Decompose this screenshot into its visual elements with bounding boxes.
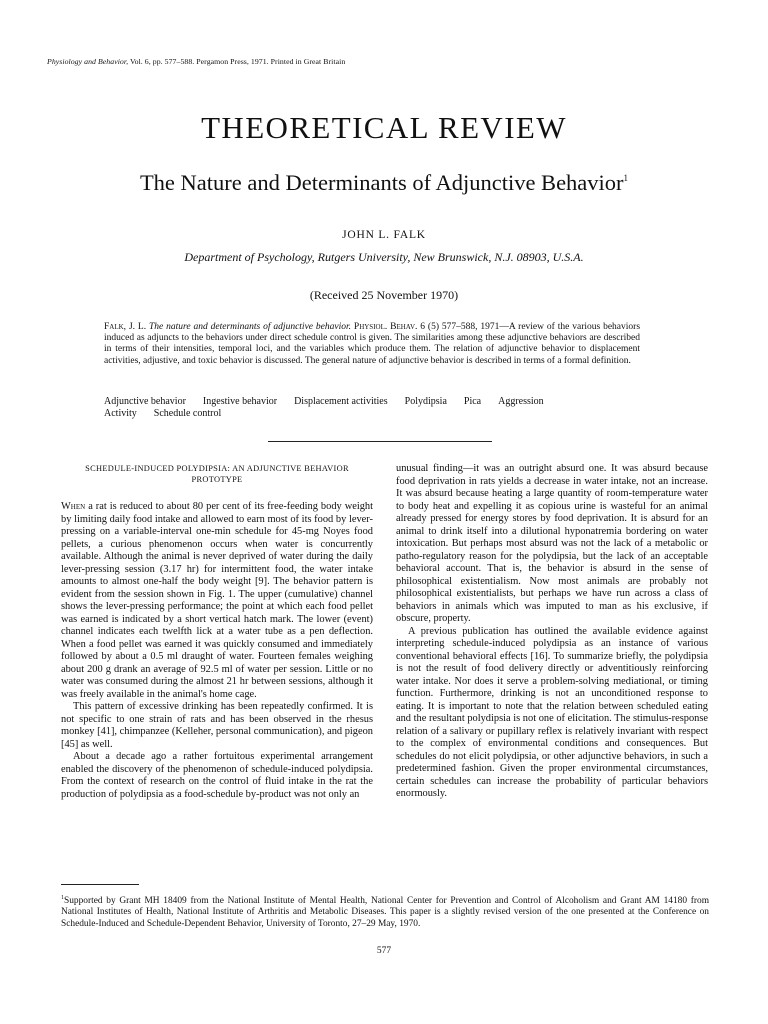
keyword: Adjunctive behavior	[104, 396, 186, 407]
journal-citation-line	[47, 57, 345, 66]
footnote-divider	[61, 884, 139, 885]
abstract-text: 6 (5) 577–588, 1971—A review of the various behaviors induced as adjuncts to the behaviors under direct schedule control is given. The similarities among these adjunctive behaviors are described in terms of their intensities, temporal loci, and the variables which produce them. The relation of adjunctive behavior to displacement activities, adjustive, and toxic behavior is discussed. The general nature of adjunctive behavior is described in terms of a formal definition.	[104, 322, 641, 366]
footnote-text: Supported by Grant MH 18409 from the National Institute of Mental Health, National Center for Prevention and Control of Alcoholism and Grant AM 14180 from National Institutes of Health, National Institute of Arthritis and Metabolic Diseases. This paper is a slightly revised version of the one presented at the Conference on Schedule-Induced and Schedule-Dependent Behavior, University of Toronto, 27–29 May, 1970.	[61, 896, 709, 929]
keyword: Activity	[104, 408, 137, 419]
title-footnote-mark: 1	[623, 173, 629, 183]
keyword: Displacement activities	[294, 396, 388, 407]
paragraph	[61, 501, 373, 701]
keyword: Schedule control	[153, 408, 222, 419]
footnote	[61, 893, 709, 930]
page-number: 577	[376, 946, 392, 956]
footnote-mark: 1	[61, 895, 64, 901]
received-date: (Received 25 November 1970)	[309, 288, 459, 302]
author-name: JOHN L. FALK	[342, 229, 426, 241]
keyword: Aggression	[498, 396, 544, 407]
article-title	[0, 170, 768, 196]
right-column	[396, 463, 708, 801]
paragraph-text: a rat is reduced to about 80 per cent of its free-feeding body weight by limiting daily food intake and allowed to earn most of its food by lever-pressing on a variable-interval one-min schedule for 45-mg Noyes food pellets, a curious phenomenon occurs when water is concurrently available. Although the animal is never deprived of water during the daily lever-pressing session (3.17 hr) for intermittent food, the water intake amounts to almost one-half the body weight [9]. The behavior pattern is evident from the session shown in Fig. 1. The upper (cumulative) channel shows the lever-pressing performance; the point at which each food pellet was earned is indicated by a short vertical hatch mark. The lower (event) channel indicates each twelfth lick at a water tube as a pen deflection. When a food pellet was earned it was quickly consumed and immediately followed by about a 0.5 ml draught of water. Fourteen females weighing about 200 g drank an average of 92.5 ml of water per session. Little or no water was consumed during the almost 21 hr between sessions, although it was freely available in the animal's home cage.	[61, 501, 373, 700]
paragraph: About a decade ago a rather fortuitous experimental arrangement enabled the discovery of the phenomenon of schedule-induced polydipsia. From the context of research on the control of fluid intake in the rat the production of polydipsia as a food-schedule by-product was not only an	[61, 751, 373, 800]
journal-details: Vol. 6, pp. 577–588. Pergamon Press, 1971. Printed in Great Britain	[128, 57, 346, 66]
paragraph-lead-word: When	[61, 501, 86, 512]
keyword: Pica	[463, 396, 482, 407]
article-title-text: The Nature and Determinants of Adjunctive Behavior	[139, 170, 624, 195]
paragraph: This pattern of excessive drinking has been repeatedly confirmed. It is not specific to one strain of rats and has been observed in the rhesus monkey [41], chimpanzee (Kelleher, personal communication), and pigeon [45] as well.	[61, 701, 373, 750]
journal-name: Physiology and Behavior,	[47, 57, 129, 66]
left-column	[61, 463, 373, 801]
section-divider	[268, 441, 492, 442]
author-affiliation: Department of Psychology, Rutgers University, New Brunswick, N.J. 08903, U.S.A.	[184, 250, 584, 264]
paragraph: A previous publication has outlined the available evidence against interpreting schedule-induced polydipsia as an instance of various conventional behavioral effects [16]. To summarize briefly, the polydipsia is not the result of food delivery directly or adventitiously reinforcing water intake. Nor does it serve a problem-solving mediational, or timing function. Furthermore, drinking is not an unconditioned response to eating. It is important to note that the relation between scheduled eating and the resultant polydipsia is not one of elicitation. The stimulus-response relation of a salivary or pupillary reflex is relatively invariant with respect to the complex of environmental conditions and consequences. But schedules do not elicit polydipsia, or other adjunctive behaviors, in such a predetermined fashion. Given the proper environmental circumstances, certain schedules can increase the probability of particular behaviors enormously.	[396, 625, 708, 799]
abstract-title-ref: The nature and determinants of adjunctive behavior.	[149, 322, 351, 332]
abstract-author-ref: Falk, J. L.	[104, 322, 147, 332]
abstract	[104, 322, 640, 367]
keyword: Polydipsia	[404, 396, 447, 407]
keyword: Ingestive behavior	[202, 396, 278, 407]
section-heading: SCHEDULE-INDUCED POLYDIPSIA: AN ADJUNCTIVE BEHAVIOR PROTOTYPE	[85, 464, 349, 484]
section-title: THEORETICAL REVIEW	[201, 110, 567, 145]
keywords-list	[104, 396, 664, 420]
paragraph: unusual finding—it was an outright absurd one. It was absurd because food deprivation in rats yields a decrease in water intake, not an increase. It was absurd because heating a large quantity of room-temperature water to body heat and expelling it as copious urine is wasteful for an animal already pressed for energy stores by food deprivation. It is absurd for an animal to drink itself into a dilutional hyponatremia bordering on water intoxication. But perhaps most absurd was not the lack of a metabolic or patho-regulatory reason for the polydipsia, but the lack of an acceptable behavioral account. That is, the behavior is absurd in the sense of philosophical existentialism. Now most animals are probably not philosophical existentialists, but perhaps we have run across a class of behaviors in animals which was imputed to man as his exclusive, if obscure, property.	[396, 463, 708, 624]
abstract-journal-ref: Physiol. Behav.	[353, 322, 418, 332]
